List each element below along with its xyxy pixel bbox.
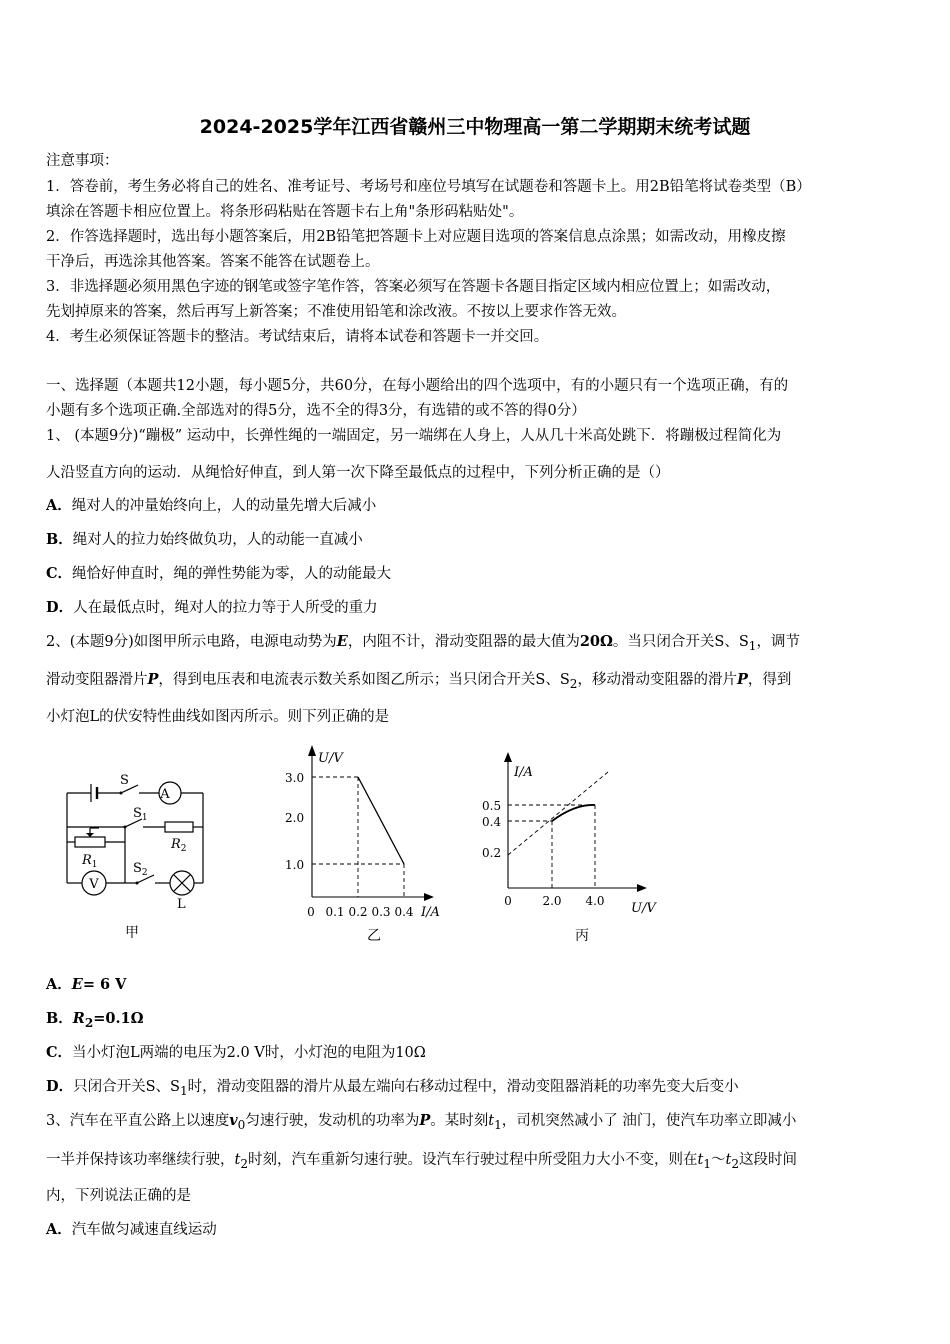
question-1-stem: 1、 (本题9分)“蹦极” 运动中，长弹性绳的一端固定，另一端绑在人身上，人从几十米高处跳下．将蹦极过程简化为 <box>46 428 782 444</box>
section-heading: 一、选择题（本题共12小题，每小题5分，共60分，在每小题给出的四个选项中，有的小题只有一个选项正确，有的 <box>46 378 789 394</box>
q2-option-b: B．$R_2=0.1\Omega$ <box>46 1010 144 1030</box>
question-1-stem: 人沿竖直方向的运动．从绳恰好伸直，到人第一次下降至最低点的过程中，下列分析正确的是（） <box>46 465 670 481</box>
q3-option-a: A．汽车做匀减速直线运动 <box>46 1221 217 1238</box>
lamp-label: L <box>177 897 186 912</box>
graph-yi <box>282 742 452 947</box>
graph-yi-xlabel: I/A <box>421 905 440 920</box>
question-2-stem: 小灯泡L的伏安特性曲线如图丙所示。则下列正确的是 <box>46 709 390 725</box>
y-axis-arrow-icon <box>308 745 316 756</box>
xtick: 0.2 <box>348 905 368 919</box>
label-s: S <box>120 773 129 788</box>
notice-line: 4．考生必须保证答题卡的整洁。考试结束后，请将本试卷和答题卡一并交回。 <box>46 329 549 345</box>
q2-option-d: D．只闭合开关S、$S_1$时，滑动变阻器的滑片从最左端向右移动过程中，滑动变阻器消耗的功率先变大后变小 <box>46 1078 739 1098</box>
question-2-stem: 2、(本题9分)如图甲所示电路，电源电动势为E，内阻不计，滑动变阻器的最大值为20Ω。当只闭合开关S、$S_1$，调节 <box>46 633 800 653</box>
ammeter-label: A <box>160 787 170 802</box>
y-axis-arrow-icon <box>504 752 512 762</box>
notice-line: 干净后，再选涂其他答案。答案不能答在试题卷上。 <box>46 254 380 270</box>
page-title: 2024-2025学年江西省赣州三中物理高一第二学期期末统考试题 <box>199 116 751 138</box>
q1-option-a: A．绳对人的冲量始终向上，人的动量先增大后减小 <box>46 497 377 514</box>
q1-option-d: D．人在最低点时，绳对人的拉力等于人所受的重力 <box>46 599 378 616</box>
graph-bing <box>480 752 670 947</box>
ytick: 2.0 <box>285 811 305 825</box>
figure-caption-jia: 甲 <box>125 925 139 941</box>
graph-yi-ylabel: U/V <box>318 751 343 766</box>
notice-line: 先划掉原来的答案，然后再写上新答案；不准使用铅笔和涂改液。不按以上要求作答无效。 <box>46 304 626 320</box>
notice-line: 3．非选择题必须用黑色字迹的钢笔或签字笔作答，答案必须写在答题卡各题目指定区域内相应位置上；如需改动， <box>46 279 781 295</box>
ytick: 0.2 <box>482 846 502 860</box>
figure-caption-yi: 乙 <box>367 928 381 944</box>
figure-caption-bing: 丙 <box>575 928 589 944</box>
question-2-stem: 滑动变阻器滑片P，得到电压表和电流表示数关系如图乙所示；当只闭合开关S、$S_2$，移动滑动变阻器的滑片P，得到 <box>46 671 792 691</box>
label-s1: $S_1$ <box>133 806 148 823</box>
xtick: 0 <box>307 905 315 919</box>
label-r2: $R_2$ <box>171 837 187 854</box>
ytick: 1.0 <box>285 858 305 872</box>
q1-option-b: B．绳对人的拉力始终做负功，人的动能一直减小 <box>46 531 363 548</box>
x-axis-arrow-icon <box>637 884 647 892</box>
ytick: 0.4 <box>482 815 502 829</box>
notice-line: 1．答卷前，考生务必将自己的姓名、准考证号、考场号和座位号填写在试题卷和答题卡上。用2B铅笔将试卷类型（B） <box>46 179 811 195</box>
question-3-stem: 3、汽车在平直公路上以速度$v_0$匀速行驶，发动机的功率为P。某时刻$t_1$，司机突然减小了 油门，使汽车功率立即减小 <box>46 1112 797 1132</box>
xtick: 2.0 <box>542 894 562 908</box>
graph-yi-line <box>358 777 404 864</box>
notice-line: 2．作答选择题时，选出每小题答案后，用2B铅笔把答题卡上对应题目选项的答案信息点涂黑；如需改动，用橡皮擦 <box>46 229 786 245</box>
label-r1: $R_1$ <box>82 853 98 870</box>
label-s2: $S_2$ <box>133 861 148 878</box>
circuit-diagram <box>55 770 225 945</box>
voltmeter-label: V <box>89 877 99 892</box>
question-3-stem: 内，下列说法正确的是 <box>46 1188 191 1204</box>
notice-heading: 注意事项： <box>46 153 119 169</box>
xtick: 0.1 <box>325 905 345 919</box>
section-heading: 小题有多个选项正确.全部选对的得5分，选不全的得3分，有选错的或不答的得0分） <box>46 403 586 419</box>
q1-option-c: C．绳恰好伸直时，绳的弹性势能为零，人的动能最大 <box>46 565 392 582</box>
x-axis-arrow-icon <box>424 893 434 901</box>
xtick: 4.0 <box>585 894 605 908</box>
ytick: 0.5 <box>482 799 502 813</box>
xtick: 0 <box>504 894 512 908</box>
q2-option-a: A．E= 6 V <box>46 976 127 993</box>
question-3-stem: 一半并保持该功率继续行驶，$t_2$时刻，汽车重新匀速行驶。设汽车行驶过程中所受阻力大小不变，则在$t_1\sim t_2$这段时间 <box>46 1152 798 1171</box>
xtick: 0.3 <box>371 905 391 919</box>
xtick: 0.4 <box>394 905 414 919</box>
ytick: 3.0 <box>285 771 305 785</box>
notice-line: 填涂在答题卡相应位置上。将条形码粘贴在答题卡右上角"条形码粘贴处"。 <box>46 204 524 220</box>
graph-bing-xlabel: U/V <box>631 901 656 916</box>
graph-bing-ylabel: I/A <box>514 765 533 780</box>
q2-option-c: C．当小灯泡L两端的电压为2.0 V时，小灯泡的电阻为10Ω <box>46 1044 426 1061</box>
